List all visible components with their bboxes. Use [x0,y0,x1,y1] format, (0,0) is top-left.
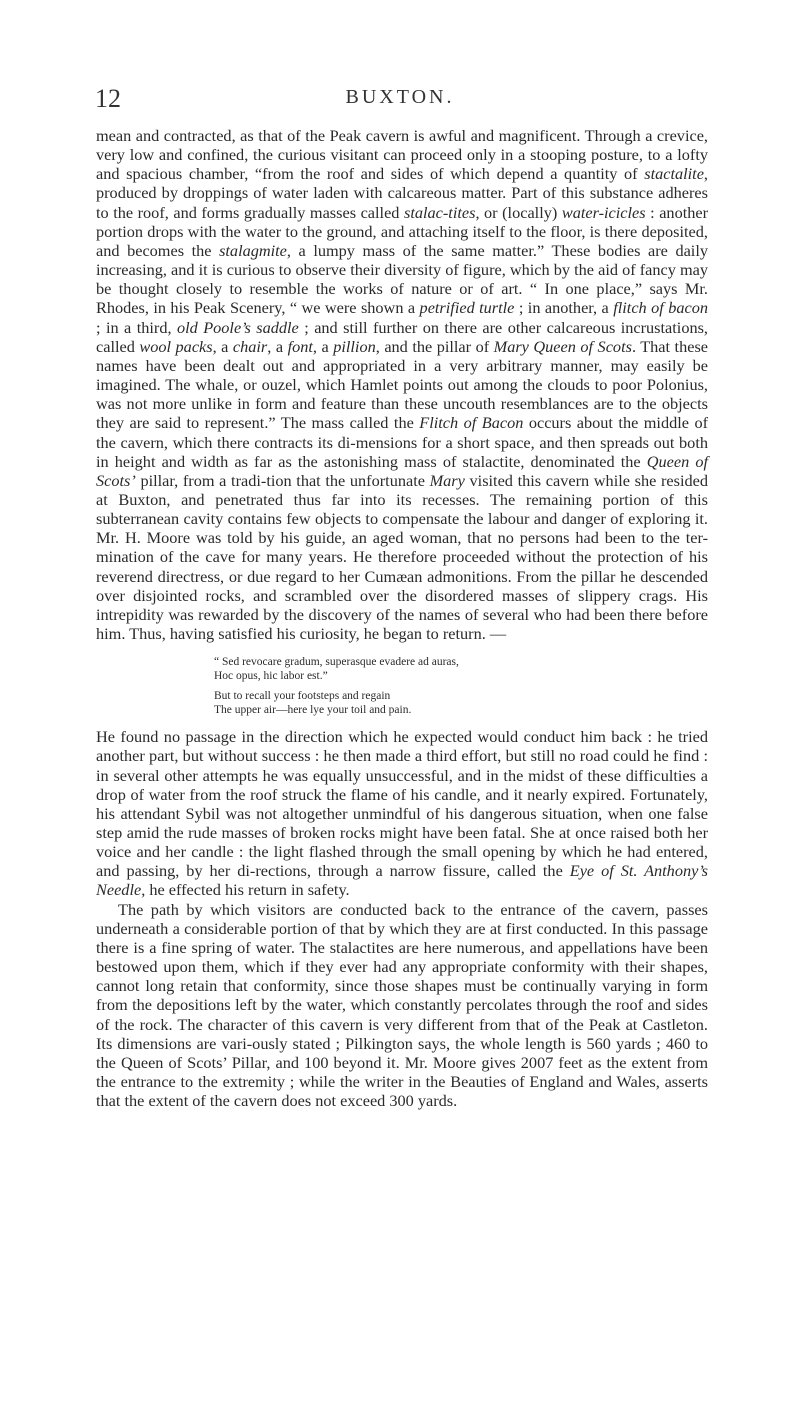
paragraph-1: mean and contracted, as that of the Peak cavern is awful and magnificent. Through a crevice, very low and confined, the curious visitant can proceed only in a stooping posture, to a lofty and spacious chamber, “from the roof and sides of which depend a quantity of stactalite, produced by droppings of water laden with calcareous matter. Part of this substance adheres to the roof, and forms gradually masses called stalac-tites, or (locally) water-icicles : another portion drops with the water to the ground, and attaching itself to the floor, is there deposited, and becomes the stalagmite, a lumpy mass of the same matter.” These bodies are daily increasing, and it is curious to observe their diversity of figure, which by the aid of fancy may be thought closely to resemble the works of nature or of art. “ In one place,” says Mr. Rhodes, in his Peak Scenery, “ we were shown a petrified turtle ; in another, a flitch of bacon ; in a third, old Poole’s saddle ; and still further on there are other calcareous incrustations, called wool packs, a chair, a font, a pillion, and the pillar of Mary Queen of Scots. That these names have been dealt out and appropriated in a very arbitrary manner, may easily be imagined. The whale, or ouzel, which Hamlet points out among the clouds to poor Polonius, was not more unlike in form and feature than these uncouth resemblances are to the objects they are said to represent.” The mass called the Flitch of Bacon occurs about the middle of the cavern, which there contracts its di-mensions for a short space, and then spreads out both in height and width as far as the astonishing mass of stalactite, denominated the Queen of Scots’ pillar, from a tradi-tion that the unfortunate Mary visited this cavern while she resided at Buxton, and penetrated thus far into its recesses. The remaining portion of this subterranean cavity contains few objects to compensate the labour and danger of exploring it. Mr. H. Moore was told by his guide, an aged woman, that no persons had been to the ter-mination of the cave for many years. He therefore proceeded without the protection of his reverend directress, or due regard to her Cumæan admonitions. From the pillar he descended over disjointed rocks, and scrambled over the disordered masses of slippery crags. His intrepidity was rewarded by the discovery of the names of several who had been there before him. Thus, having satisfied his curiosity, he began to return. — [96,126,709,644]
paragraph-3: The path by which visitors are conducted back to the entrance of the cavern, passes underneath a considerable portion of that by which they are at first conducted. In this passage there is a fine spring of water. The stalactites are here numerous, and appellations have been bestowed upon them, which if they ever had any appropriate conformity with their shapes, cannot long retain that conformity, since those shapes must be continually varying in form from the depositions left by the water, which constantly percolates through the roof and sides of the rock. The character of this cavern is very different from that of the Peak at Castleton. Its dimensions are vari-ously stated ; Pilkington says, the whole length is 560 yards ; 460 to the Queen of Scots’ Pillar, and 100 beyond it. Mr. Moore gives 2007 feet as the extent from the entrance to the extremity ; while the writer in the Beauties of England and Wales, asserts that the extent of the cavern does not exceed 300 yards. [96,899,708,1111]
verse-quotation [214,655,708,717]
paragraph-2: He found no passage in the direction which he expected would conduct him back : he tried another part, but without success : he then made a third effort, but still no road could he find : in several other attempts he was equally unsuccessful, and in the midst of these difficulties a drop of water from the roof struck the flame of his candle, and it nearly expired. Fortunately, his attendant Sybil was not altogether unmindful of his dangerous situation, when one false step amid the rude masses of broken rocks might have been fatal. She at once raised both her voice and her candle : the light flashed through the small opening by which he had entered, and passing, by her di-rections, through a narrow fissure, called the Eye of St. Anthony’s Needle, he effected his return in safety. [96,727,708,900]
latin-line-1: “ Sed revocare gradum, superasque evadere ad auras, [214,656,459,669]
latin-line-2: Hoc opus, hic labor est.” [214,670,328,683]
running-title: BUXTON. [345,86,455,108]
body-text [96,126,708,1110]
page-number: 12 [95,84,121,113]
english-verse [214,689,708,717]
english-line-2: The upper air—here lye your toil and pain. [214,704,412,717]
english-line-1: But to recall your footsteps and regain [214,690,391,703]
latin-verse [214,655,708,683]
